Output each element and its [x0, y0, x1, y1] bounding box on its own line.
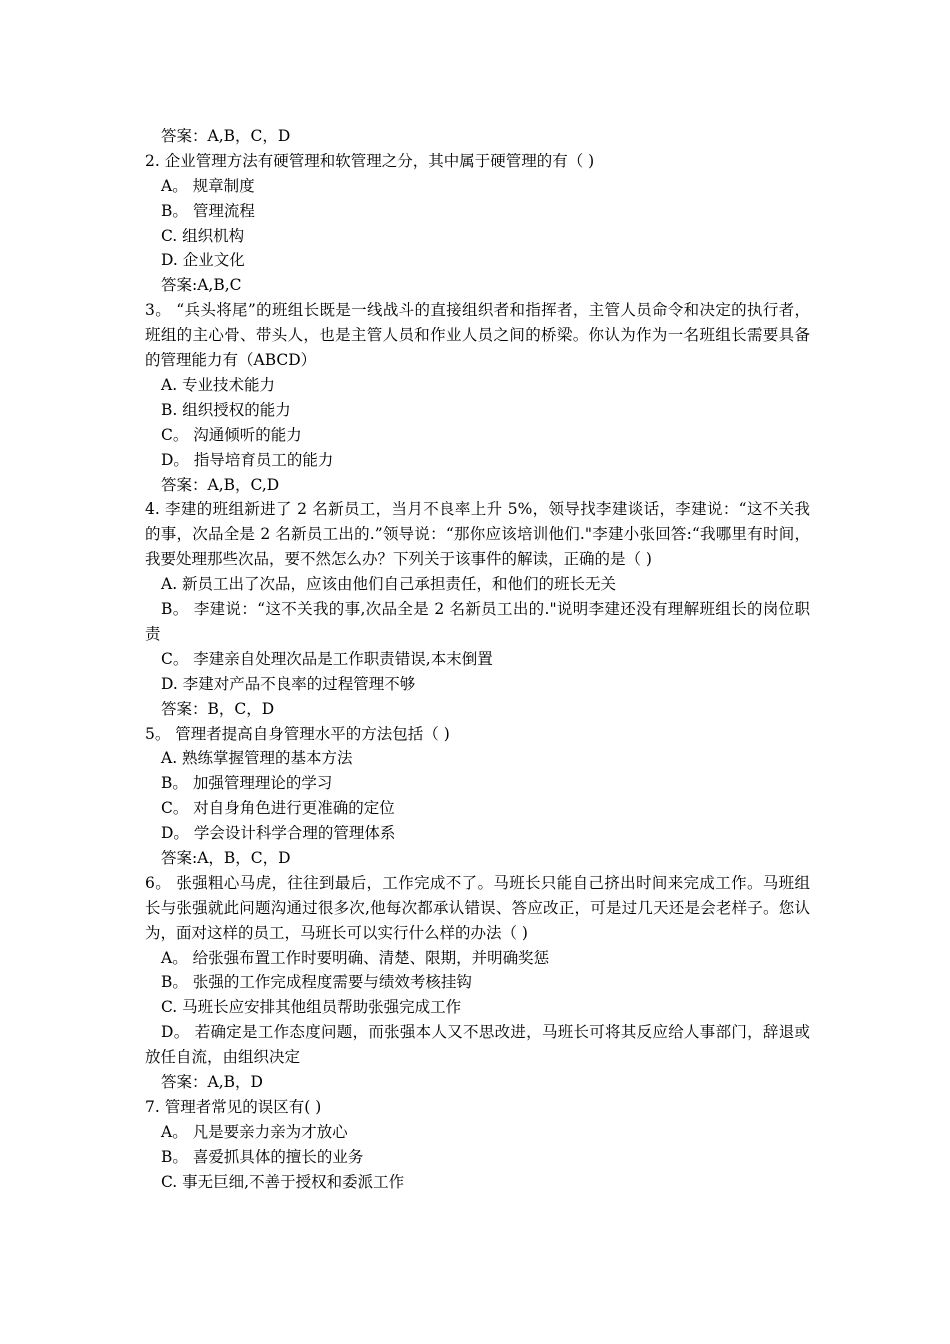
answer-line: 答案：A,B，C,D — [161, 475, 280, 494]
answer-line: 答案:A,B,C — [161, 276, 242, 295]
option-line: C. 马班长应安排其他组员帮助张强完成工作 — [161, 998, 462, 1017]
option-line: C。 对自身角色进行更准确的定位 — [161, 799, 395, 818]
option-line: C。 李建亲自处理次品是工作职责错误,本末倒置 — [161, 649, 493, 668]
option-line: C. 组织机构 — [161, 226, 245, 245]
document-page — [145, 124, 810, 1195]
answer-line: 答案：A,B，D — [161, 1073, 263, 1092]
answer-line: 答案：B，C，D — [161, 699, 275, 718]
question-text: 5。 管理者提高自身管理水平的方法包括（ ) — [145, 724, 450, 743]
option-line: A。 规章制度 — [161, 176, 255, 195]
option-line: A. 新员工出了次品，应该由他们自己承担责任，和他们的班长无关 — [161, 575, 617, 594]
option-text-wrapped: D。 若确定是工作态度问题，而张强本人又不思改进，马班长可将其反应给人事部门，辞退或放任自流，由组织决定 — [145, 1023, 810, 1067]
option-line: D。 学会设计科学合理的管理体系 — [161, 824, 396, 843]
option-line: B. 组织授权的能力 — [161, 400, 291, 419]
question-text: 3。 “兵头将尾”的班组长既是一线战斗的直接组织者和指挥者，主管人员命令和决定的执行者，班组的主心骨、带头人，也是主管人员和作业人员之间的桥梁。你认为作为一名班组长需要具备的管理能力有（ABCD） — [145, 301, 810, 370]
option-line: B。 管理流程 — [161, 201, 255, 220]
option-line: A. 专业技术能力 — [161, 375, 276, 394]
option-line: A。 凡是要亲力亲为才放心 — [161, 1122, 348, 1141]
option-line: B。 加强管理理论的学习 — [161, 774, 333, 793]
option-line: A。 给张强布置工作时要明确、清楚、限期，并明确奖惩 — [161, 948, 550, 967]
option-line: B。 张强的工作完成程度需要与绩效考核挂钩 — [161, 973, 472, 992]
option-line: C。 沟通倾听的能力 — [161, 425, 302, 444]
option-line: D. 企业文化 — [161, 251, 245, 270]
option-line: C. 事无巨细,不善于授权和委派工作 — [161, 1172, 405, 1191]
option-line: D. 李建对产品不良率的过程管理不够 — [161, 674, 416, 693]
question-text: 6。 张强粗心马虎，往往到最后，工作完成不了。马班长只能自己挤出时间来完成工作。马班组长与张强就此问题沟通过很多次,他每次都承认错误、答应改正，可是过几天还是会老样子。您认为，面对这样的员工，马班长可以实行什么样的办法（ ) — [145, 873, 810, 942]
option-line: A. 熟练掌握管理的基本方法 — [161, 749, 353, 768]
question-text: 2. 企业管理方法有硬管理和软管理之分，其中属于硬管理的有（ ) — [145, 151, 595, 170]
question-text: 4. 李建的班组新进了 2 名新员工，当月不良率上升 5%，领导找李建谈话，李建说：“这不关我的事，次品全是 2 名新员工出的.”领导说：“那你应该培训他们."李建小张回答:“我哪里有时间，我要处理那些次品，要不然怎么办？下列关于该事件的解读，正确的是（ ) — [145, 500, 810, 569]
option-text-wrapped: B。 李建说：“这不关我的事,次品全是 2 名新员工出的."说明李建还没有理解班组长的岗位职责 — [145, 600, 810, 643]
question-text: 7. 管理者常见的误区有( ) — [145, 1097, 322, 1116]
option-line: D。 指导培育员工的能力 — [161, 450, 334, 469]
option-line: B。 喜爱抓具体的擅长的业务 — [161, 1147, 364, 1166]
answer-line: 答案：A,B，C，D — [161, 127, 291, 145]
answer-line: 答案:A，B，C，D — [161, 848, 291, 867]
